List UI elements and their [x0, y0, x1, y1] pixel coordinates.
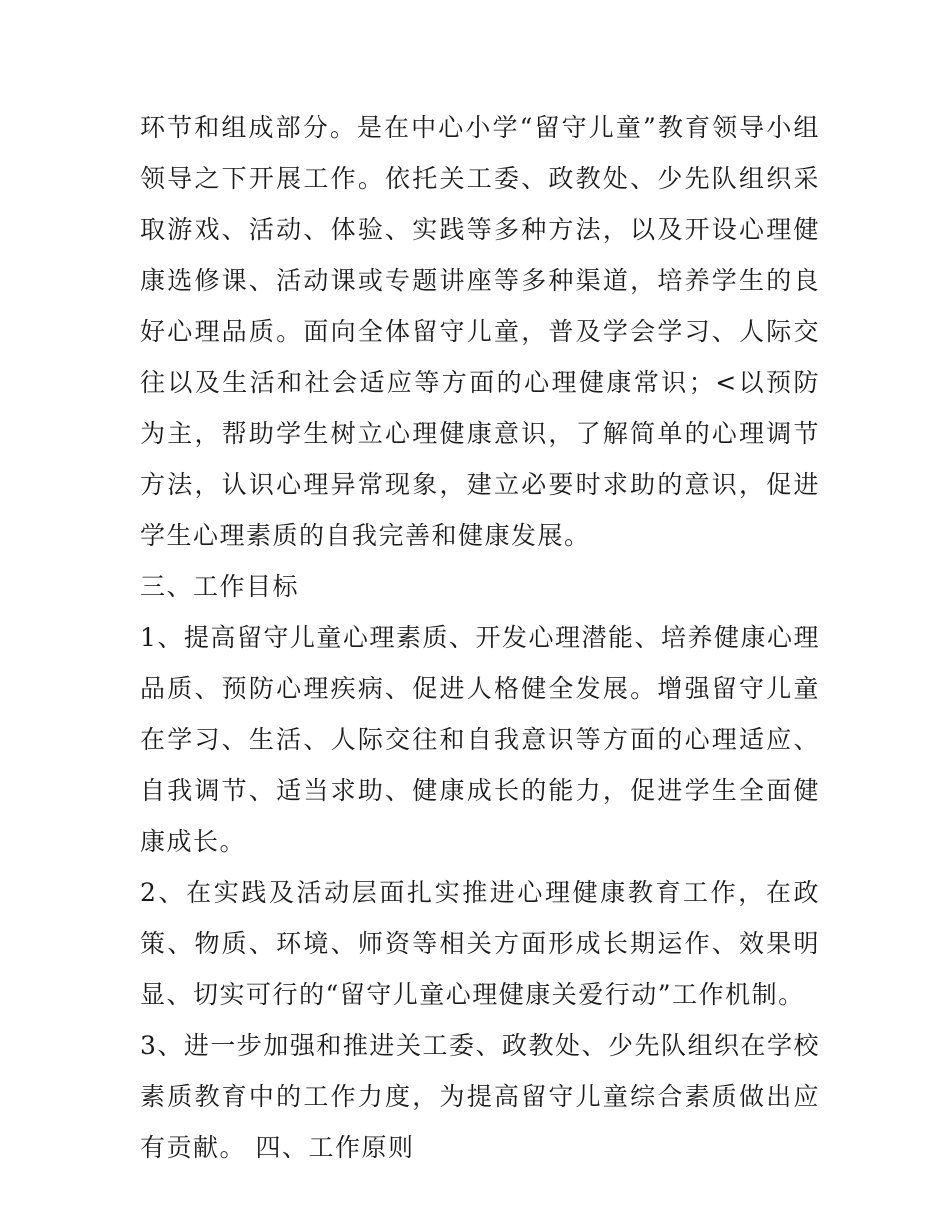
- section-heading-work-goals: 三、工作目标: [140, 572, 300, 601]
- goal-item-3: [140, 1020, 820, 1173]
- section-heading-work-principles: 四、工作原则: [255, 1133, 415, 1162]
- goal-item-2: 2、在实践及活动层面扎实推进心理健康教育工作，在政策、物质、环境、师资等相关方面形成长期运作、效果明显、切实可行的“留守儿童心理健康关爱行动”工作机制。: [140, 878, 820, 1009]
- goal-item-3-text: 3、进一步加强和推进关工委、政教处、少先队组织在学校素质教育中的工作力度，为提高留守儿童综合素质做出应有贡献。: [140, 1031, 820, 1162]
- intro-paragraph: 环节和组成部分。是在中心小学“留守儿童”教育领导小组领导之下开展工作。依托关工委、政教处、少先队组织采取游戏、活动、体验、实践等多种方法，以及开设心理健康选修课、活动课或专题讲座等多种渠道，培养学生的良好心理品质。面向全体留守儿童，普及学会学习、人际交往以及生活和社会适应等方面的心理健康常识；<以预防为主，帮助学生树立心理健康意识，了解简单的心理调节方法，认识心理异常现象，建立必要时求助的意识，促进学生心理素质的自我完善和健康发展。: [140, 113, 820, 550]
- document-body: [140, 102, 820, 1173]
- goal-item-1: 1、提高留守儿童心理素质、开发心理潜能、培养健康心理品质、预防心理疾病、促进人格健全发展。增强留守儿童在学习、生活、人际交往和自我意识等方面的心理适应、自我调节、适当求助、健康成长的能力，促进学生全面健康成长。: [140, 623, 820, 856]
